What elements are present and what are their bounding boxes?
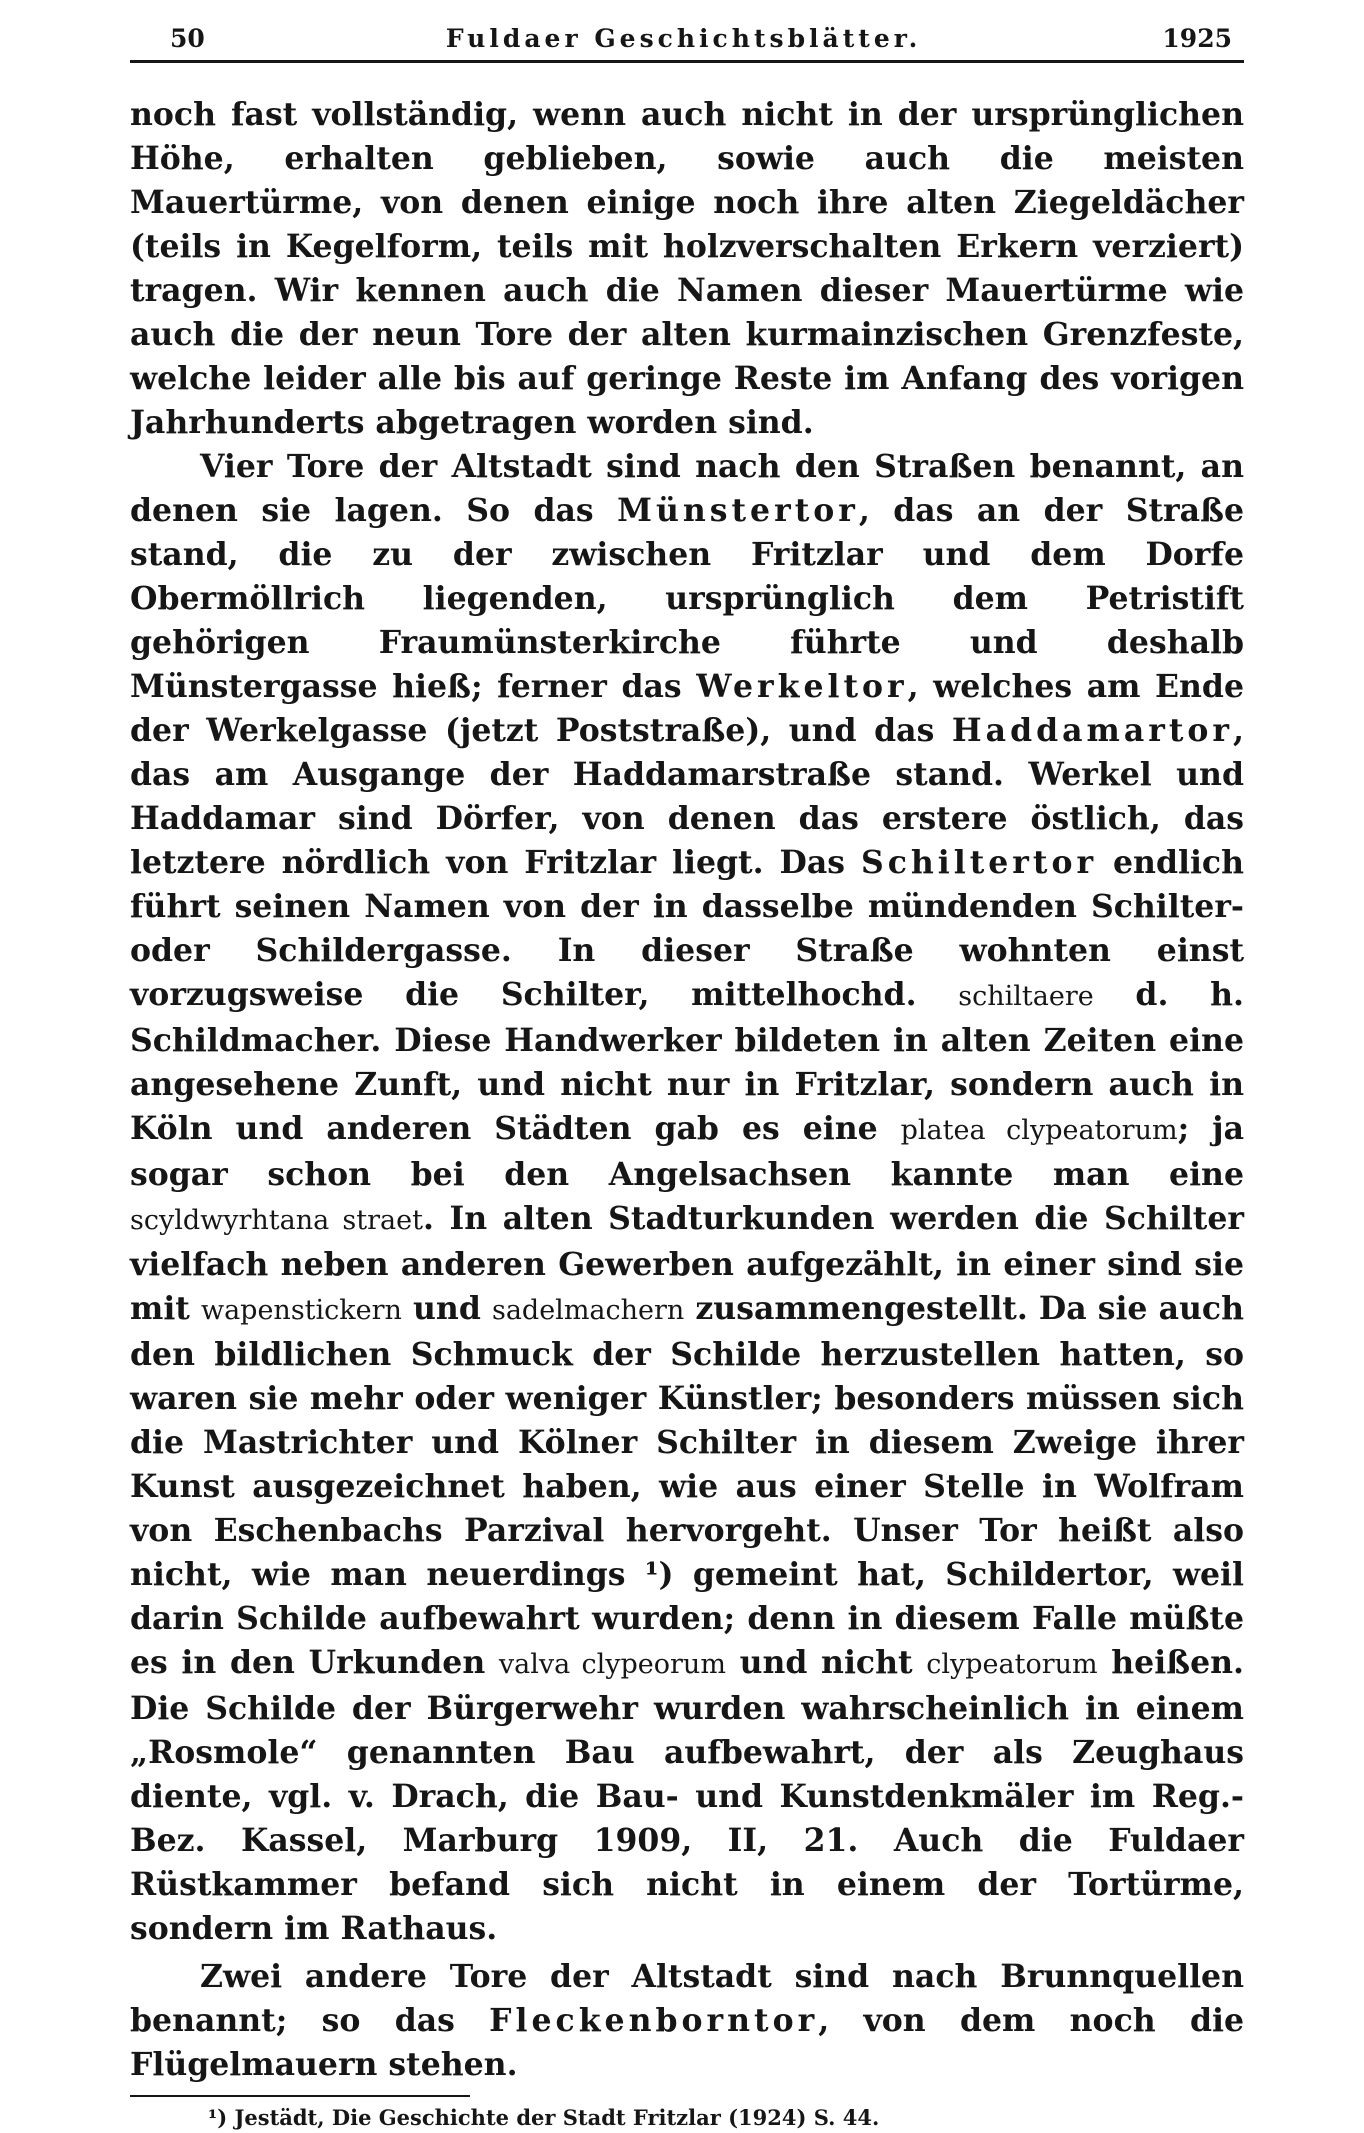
spaced-term: Haddamartor (951, 712, 1234, 749)
paragraph (130, 93, 1244, 445)
text-run: ; ja sogar schon bei den Angelsachsen kannte man eine (130, 1110, 1244, 1193)
latin-term: clypeatorum (926, 1649, 1098, 1680)
latin-term: valva clypeorum (498, 1649, 726, 1680)
text-run: noch fast vollständig, wenn auch nicht in der ursprünglichen Höhe, erhalten geblieben, sowie auch die meisten Mauertürme, von denen einige noch ihre alten Ziegeldächer (teils in Kegelform, teils mit holzverschalten Erkern verziert) tragen. Wir kennen auch die Namen dieser Mauertürme wie auch die der neun Tore der alten kurmainzischen Grenzfeste, welche leider alle bis auf geringe Reste im Anfang des vorigen Jahrhunderts abgetragen worden sind. (130, 96, 1244, 441)
page-number: 50 (170, 24, 205, 53)
text-run: Vier Tore der Altstadt sind nach den Straßen benannt, an denen sie lagen. So das (130, 448, 1244, 529)
footnote-rule (130, 2095, 470, 2097)
text-run: und nicht (725, 1644, 927, 1681)
running-head (130, 20, 1244, 58)
spaced-term: Fleckenborntor (489, 2002, 819, 2039)
spaced-term: Werkeltor (696, 668, 908, 705)
paragraph (130, 1955, 1244, 2087)
text-run: . In alten Stadturkunden werden die Schilter vielfach neben anderen Gewerben aufgezählt, in einer sind sie mit (130, 1200, 1244, 1327)
text-run: heißen. Die Schilde der Bürgerwehr wurden wahrscheinlich in einem „Rosmole“ genannten Bau aufbewahrt, der als Zeughaus diente, vgl. v. Drach, die Bau- und Kunstdenkmäler im Reg.-Bez. Kassel, Marburg 1909, II, 21. Auch die Fuldaer Rüstkammer befand sich nicht in einem der Tortürme, sondern im Rathaus. (130, 1644, 1244, 1947)
header-rule (130, 60, 1244, 63)
latin-term: sadelmachern (491, 1295, 685, 1326)
text-run: endlich führt seinen Namen von der in dasselbe mündenden Schilter- oder Schildergasse. In dieser Straße wohnten einst vorzugsweise die Schilter, mittelhochd. (130, 844, 1245, 1013)
latin-term: schiltaere (958, 981, 1094, 1012)
text-run: , von dem noch die Flügelmauern stehen. (130, 2002, 1244, 2083)
latin-term: wapenstickern (200, 1295, 402, 1326)
spaced-term: Münstertor (617, 492, 859, 529)
paragraph (130, 445, 1244, 1951)
body-text (130, 93, 1244, 2087)
text-run: , welches am Ende der Werkelgasse (jetzt Poststraße), und das (130, 668, 1244, 749)
spaced-term: Schiltertor (860, 844, 1098, 881)
text-run: , das am Ausgange der Haddamarstraße stand. Werkel und Haddamar sind Dörfer, von denen das erstere östlich, das letztere nördlich von Fritzlar liegt. Das (130, 712, 1244, 881)
footnote: ¹) Jestädt, Die Geschichte der Stadt Fritzlar (1924) S. 44. (208, 2105, 880, 2130)
latin-term: platea clypeatorum (900, 1115, 1178, 1146)
text-run: und (401, 1290, 492, 1327)
text-run: Zwei andere Tore der Altstadt sind nach Brunnquellen benannt; so das (130, 1958, 1244, 2039)
text-run: zusammengestellt. Da sie auch den bildlichen Schmuck der Schilde herzustellen hatten, so waren sie mehr oder weniger Künstler; besonders müssen sich die Mastrichter und Kölner Schilter in diesem Zweige ihrer Kunst ausgezeichnet haben, wie aus einer Stelle in Wolfram von Eschenbachs Parzival hervorgeht. Unser Tor heißt also nicht, wie man neuerdings ¹) gemeint hat, Schildertor, weil darin Schilde aufbewahrt wurden; denn in diesem Falle müßte es in den Urkunden (130, 1290, 1244, 1681)
header-year: 1925 (1162, 24, 1232, 53)
journal-title: Fuldaer Geschichtsblätter. (445, 24, 922, 53)
text-run: d. h. Schildmacher. Diese Handwerker bildeten in alten Zeiten eine angesehene Zunft, und nicht nur in Fritzlar, sondern auch in Köln und anderen Städten gab es eine (130, 976, 1245, 1147)
latin-term: scyldwyrhtana straet (130, 1205, 423, 1236)
text-run: , das an der Straße stand, die zu der zwischen Fritzlar und dem Dorfe Obermöllrich liegenden, ursprünglich dem Petristift gehörigen Fraumünsterkirche führte und deshalb Münstergasse hieß; ferner das (130, 492, 1244, 705)
